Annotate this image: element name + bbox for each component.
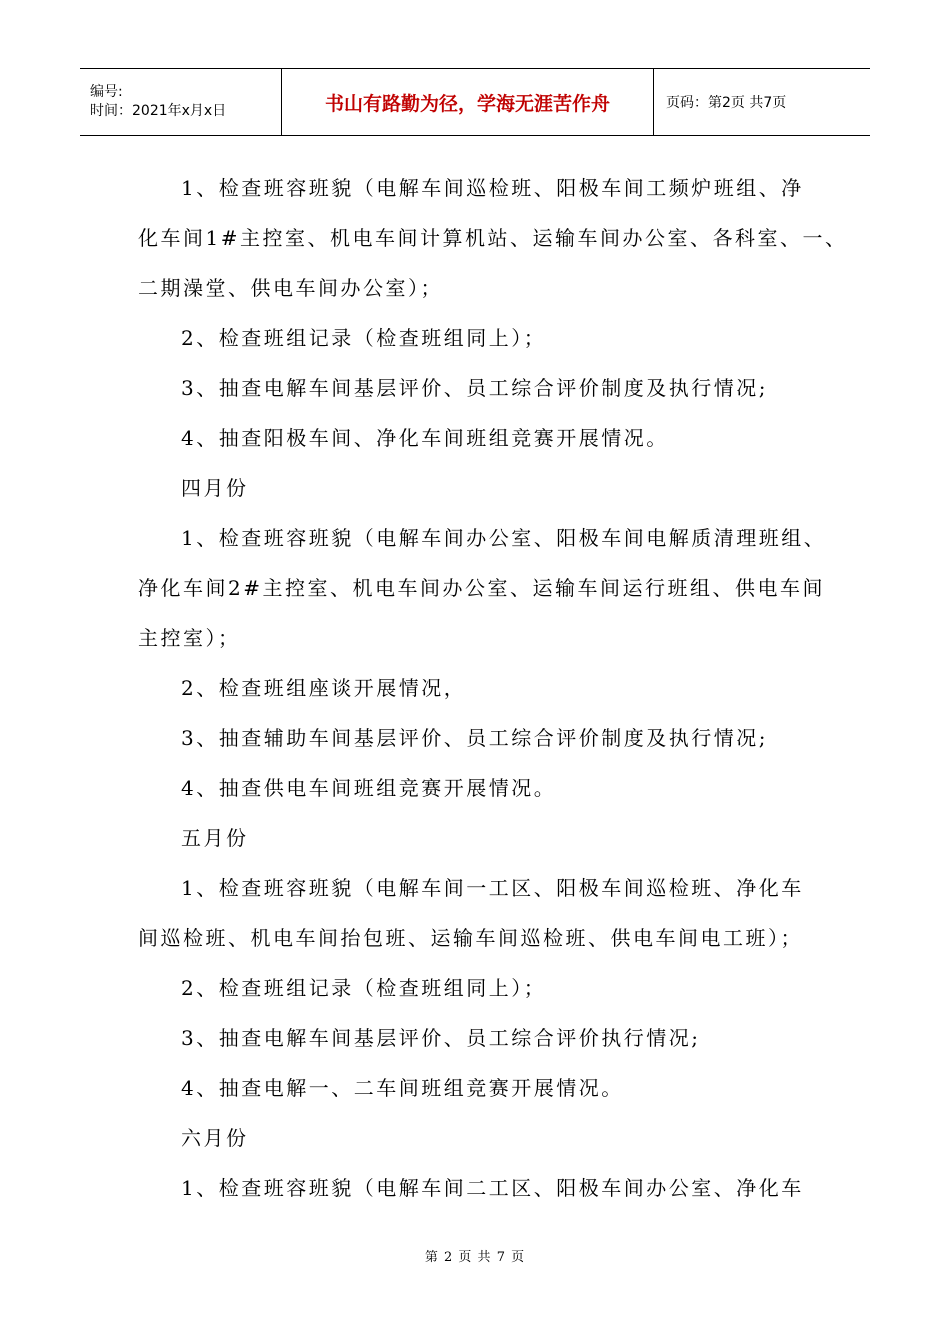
- section-heading: 四月份: [181, 476, 249, 500]
- page-info-text: 页码：第2页 共7页: [666, 95, 787, 111]
- body-line: 1、检查班容班貌（电解车间巡检班、阳极车间工频炉班组、净: [181, 176, 804, 200]
- body-line: 2、检查班组记录（检查班组同上）；: [181, 326, 547, 350]
- body-line: 3、抽查辅助车间基层评价、员工综合评价制度及执行情况;: [181, 726, 768, 750]
- body-line: 净化车间2#主控室、机电车间办公室、运输车间运行班组、供电车间: [138, 576, 825, 600]
- body-line: 3、抽查电解车间基层评价、员工综合评价制度及执行情况;: [181, 376, 768, 400]
- body-line: 4、抽查电解一、二车间班组竞赛开展情况。: [181, 1076, 624, 1100]
- header-page-info: [654, 69, 870, 135]
- header-motto: [282, 69, 654, 135]
- body-line: 4、抽查阳极车间、净化车间班组竞赛开展情况。: [181, 426, 669, 450]
- section-heading: 六月份: [181, 1126, 249, 1150]
- page-footer: 第 2 页 共 7 页: [424, 1250, 526, 1265]
- page-header: [80, 68, 870, 136]
- body-line: 4、抽查供电车间班组竞赛开展情况。: [181, 776, 557, 800]
- motto-text: 书山有路勤为径，学海无涯苦作舟: [324, 92, 610, 115]
- document-time: 时间：2021年x月x日: [90, 103, 227, 119]
- header-meta: [80, 69, 282, 135]
- body-line: 化车间1#主控室、机电车间计算机站、运输车间办公室、各科室、一、: [138, 226, 848, 250]
- body-line: 二期澡堂、供电车间办公室）；: [138, 276, 443, 300]
- body-line: 2、检查班组记录（检查班组同上）；: [181, 976, 547, 1000]
- document-number-label: 编号:: [90, 84, 123, 100]
- body-line: 间巡检班、机电车间抬包班、运输车间巡检班、供电车间电工班）；: [138, 926, 803, 950]
- body-line: 1、检查班容班貌（电解车间办公室、阳极车间电解质清理班组、: [181, 526, 827, 550]
- body-line: 2、检查班组座谈开展情况，: [181, 676, 467, 700]
- body-line: 主控室）；: [138, 626, 241, 650]
- body-line: 1、检查班容班貌（电解车间一工区、阳极车间巡检班、净化车: [181, 876, 804, 900]
- section-heading: 五月份: [181, 826, 249, 850]
- body-line: 1、检查班容班貌（电解车间二工区、阳极车间办公室、净化车: [181, 1176, 804, 1200]
- body-line: 3、抽查电解车间基层评价、员工综合评价执行情况;: [181, 1026, 701, 1050]
